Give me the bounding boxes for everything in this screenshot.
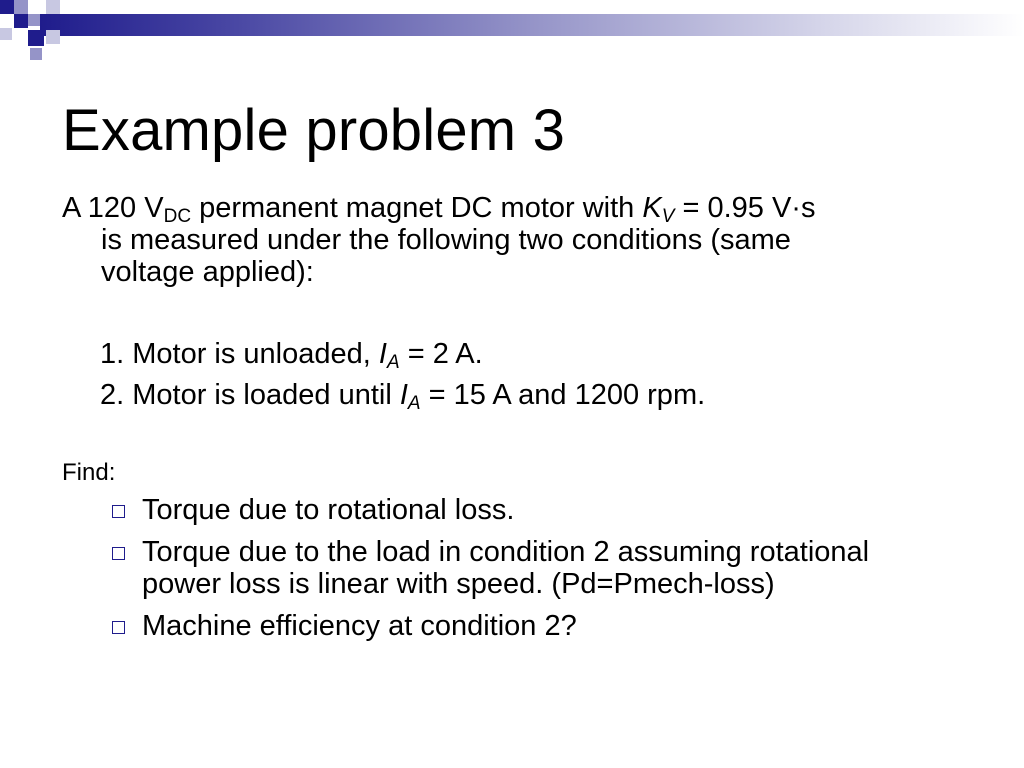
- header-gradient-bar: [40, 14, 1024, 36]
- problem-text: permanent magnet DC motor with: [191, 192, 643, 224]
- find-label: Find:: [62, 459, 116, 486]
- subscript-a: A: [386, 352, 400, 373]
- find-list: [112, 494, 912, 652]
- condition-item-1: [100, 336, 483, 372]
- square-bullet-icon: [112, 621, 125, 634]
- problem-text: = 0.95 V·s: [674, 192, 816, 224]
- variable-k: K: [642, 192, 662, 224]
- list-item-text: Torque due to rotational loss.: [142, 494, 515, 526]
- slide-title: Example problem 3: [62, 98, 566, 163]
- decor-square: [28, 14, 40, 26]
- condition-text: = 2 A.: [399, 338, 483, 370]
- subscript-dc: DC: [163, 206, 192, 227]
- decor-square: [46, 0, 60, 14]
- list-item: [112, 536, 912, 600]
- problem-text-continued: is measured under the following two conditions (same: [101, 224, 791, 256]
- condition-item-2: [100, 377, 705, 413]
- list-item-text: Machine efficiency at condition 2?: [142, 610, 577, 642]
- decor-square: [0, 28, 12, 40]
- condition-text: 1. Motor is unloaded,: [100, 338, 379, 370]
- decor-square: [14, 14, 28, 28]
- square-bullet-icon: [112, 505, 125, 518]
- list-item: [112, 494, 912, 526]
- list-item-text: Torque due to the load in condition 2 assuming rotational power loss is linear with speed. (Pd=Pmech-loss): [142, 536, 870, 600]
- problem-statement: [62, 192, 972, 288]
- problem-text-continued: voltage applied):: [101, 256, 314, 288]
- square-bullet-icon: [112, 547, 125, 560]
- header-decoration: [0, 0, 1024, 50]
- condition-text: 2. Motor is loaded until: [100, 379, 400, 411]
- condition-text: = 15 A and 1200 rpm.: [420, 379, 706, 411]
- subscript-v: V: [661, 206, 675, 227]
- decor-square: [46, 30, 60, 44]
- variable-i: I: [399, 379, 408, 411]
- decor-square: [14, 0, 28, 14]
- subscript-a: A: [407, 393, 421, 414]
- variable-i: I: [378, 338, 387, 370]
- decor-square: [28, 30, 44, 46]
- decor-square: [30, 48, 42, 60]
- decor-square: [0, 0, 14, 14]
- problem-text: A 120 V: [62, 192, 164, 224]
- list-item: [112, 610, 912, 642]
